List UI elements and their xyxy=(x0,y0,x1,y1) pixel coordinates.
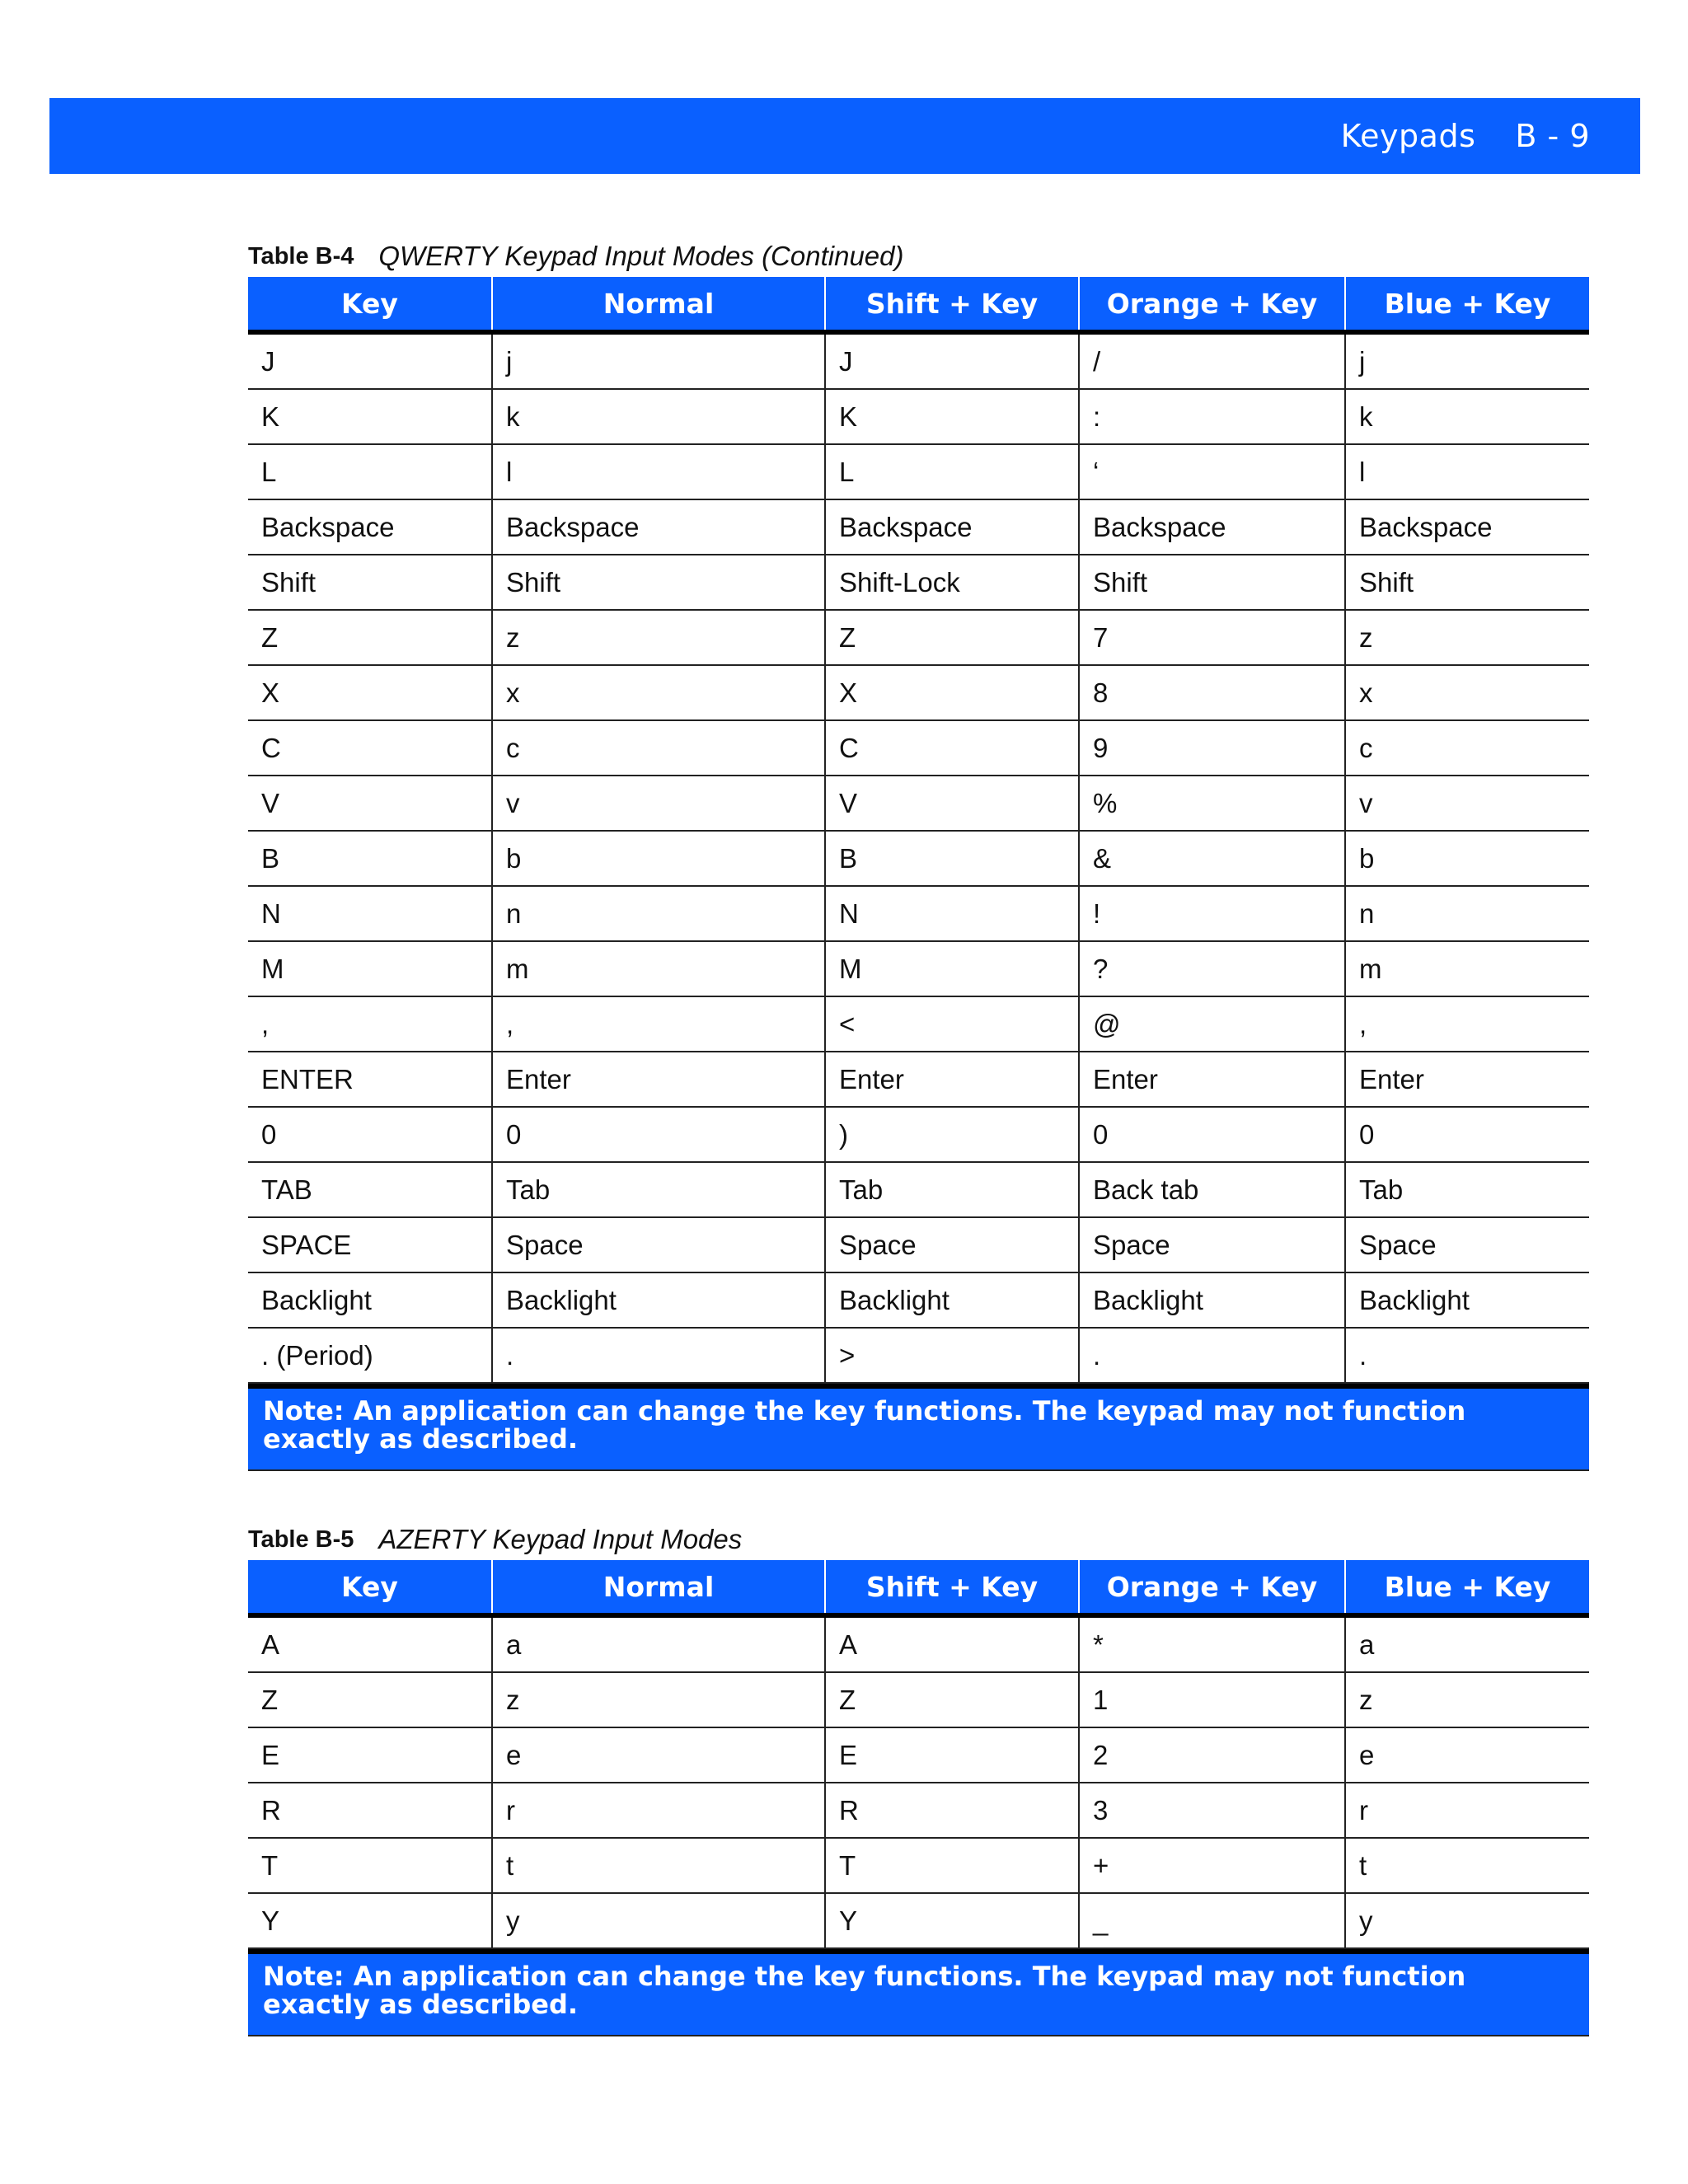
normal-cell: Space xyxy=(492,1217,825,1272)
table-row xyxy=(248,499,1589,555)
table-row xyxy=(248,1272,1589,1328)
table-b4-note: Note: An application can change the key functions. The keypad may not function exactly as described. xyxy=(248,1384,1589,1471)
shift-key-cell: N xyxy=(825,886,1079,941)
normal-cell: b xyxy=(492,831,825,886)
key-cell: Shift xyxy=(248,555,492,610)
blue-key-cell: a xyxy=(1345,1615,1589,1672)
shift-key-cell: Z xyxy=(825,610,1079,665)
normal-cell: Backspace xyxy=(492,499,825,555)
shift-key-cell: T xyxy=(825,1838,1079,1893)
orange-key-cell: ‘ xyxy=(1079,444,1345,499)
table-row xyxy=(248,1107,1589,1162)
table-b5-body xyxy=(248,1615,1589,1948)
orange-key-cell: @ xyxy=(1079,996,1345,1052)
column-header-normal: Normal xyxy=(492,277,825,332)
normal-cell: . xyxy=(492,1328,825,1383)
blue-key-cell: m xyxy=(1345,941,1589,996)
shift-key-cell: Shift-Lock xyxy=(825,555,1079,610)
key-cell: X xyxy=(248,665,492,720)
orange-key-cell: : xyxy=(1079,389,1345,444)
table-b5-title: AZERTY Keypad Input Modes xyxy=(378,1524,743,1554)
key-cell: Backspace xyxy=(248,499,492,555)
key-cell: A xyxy=(248,1615,492,1672)
shift-key-cell: Backlight xyxy=(825,1272,1079,1328)
normal-cell: v xyxy=(492,776,825,831)
key-cell: V xyxy=(248,776,492,831)
table-b4-body xyxy=(248,332,1589,1383)
table-b4-block xyxy=(248,236,1589,1471)
key-cell: 0 xyxy=(248,1107,492,1162)
column-header-blue-key: Blue + Key xyxy=(1345,1560,1589,1615)
orange-key-cell: Back tab xyxy=(1079,1162,1345,1217)
table-b4 xyxy=(248,277,1589,1384)
blue-key-cell: j xyxy=(1345,332,1589,389)
key-cell: J xyxy=(248,332,492,389)
header-text xyxy=(1341,118,1590,154)
table-row xyxy=(248,886,1589,941)
table-row xyxy=(248,555,1589,610)
column-header-key: Key xyxy=(248,277,492,332)
blue-key-cell: Tab xyxy=(1345,1162,1589,1217)
table-b4-header-row xyxy=(248,277,1589,332)
blue-key-cell: x xyxy=(1345,665,1589,720)
key-cell: ENTER xyxy=(248,1052,492,1107)
table-b5-header-row xyxy=(248,1560,1589,1615)
table-b4-number: Table B-4 xyxy=(248,242,354,269)
table-row xyxy=(248,444,1589,499)
shift-key-cell: Enter xyxy=(825,1052,1079,1107)
table-row xyxy=(248,720,1589,776)
orange-key-cell: 1 xyxy=(1079,1672,1345,1727)
table-row xyxy=(248,1615,1589,1672)
shift-key-cell: K xyxy=(825,389,1079,444)
blue-key-cell: y xyxy=(1345,1893,1589,1948)
blue-key-cell: Backlight xyxy=(1345,1272,1589,1328)
normal-cell: l xyxy=(492,444,825,499)
column-header-orange-key: Orange + Key xyxy=(1079,1560,1345,1615)
shift-key-cell: X xyxy=(825,665,1079,720)
normal-cell: m xyxy=(492,941,825,996)
orange-key-cell: _ xyxy=(1079,1893,1345,1948)
orange-key-cell: ! xyxy=(1079,886,1345,941)
blue-key-cell: Space xyxy=(1345,1217,1589,1272)
shift-key-cell: C xyxy=(825,720,1079,776)
blue-key-cell: e xyxy=(1345,1727,1589,1783)
table-b5-note: Note: An application can change the key functions. The keypad may not function exactly as described. xyxy=(248,1949,1589,2036)
table-row xyxy=(248,610,1589,665)
normal-cell: a xyxy=(492,1615,825,1672)
blue-key-cell: z xyxy=(1345,1672,1589,1727)
normal-cell: e xyxy=(492,1727,825,1783)
table-row xyxy=(248,1328,1589,1383)
key-cell: C xyxy=(248,720,492,776)
orange-key-cell: Space xyxy=(1079,1217,1345,1272)
normal-cell: t xyxy=(492,1838,825,1893)
table-row xyxy=(248,1217,1589,1272)
normal-cell: y xyxy=(492,1893,825,1948)
table-row xyxy=(248,1783,1589,1838)
normal-cell: z xyxy=(492,610,825,665)
orange-key-cell: * xyxy=(1079,1615,1345,1672)
shift-key-cell: Z xyxy=(825,1672,1079,1727)
blue-key-cell: k xyxy=(1345,389,1589,444)
normal-cell: k xyxy=(492,389,825,444)
table-row xyxy=(248,1052,1589,1107)
table-row xyxy=(248,1162,1589,1217)
orange-key-cell: 8 xyxy=(1079,665,1345,720)
normal-cell: Enter xyxy=(492,1052,825,1107)
key-cell: . (Period) xyxy=(248,1328,492,1383)
orange-key-cell: ? xyxy=(1079,941,1345,996)
shift-key-cell: M xyxy=(825,941,1079,996)
table-row xyxy=(248,332,1589,389)
header-page-number: B - 9 xyxy=(1515,118,1590,154)
blue-key-cell: Shift xyxy=(1345,555,1589,610)
column-header-shift-key: Shift + Key xyxy=(825,1560,1079,1615)
key-cell: Y xyxy=(248,1893,492,1948)
orange-key-cell: 7 xyxy=(1079,610,1345,665)
shift-key-cell: Space xyxy=(825,1217,1079,1272)
shift-key-cell: Tab xyxy=(825,1162,1079,1217)
table-b5-block xyxy=(248,1519,1589,2036)
orange-key-cell: . xyxy=(1079,1328,1345,1383)
column-header-key: Key xyxy=(248,1560,492,1615)
blue-key-cell: c xyxy=(1345,720,1589,776)
normal-cell: x xyxy=(492,665,825,720)
column-header-blue-key: Blue + Key xyxy=(1345,277,1589,332)
table-row xyxy=(248,665,1589,720)
table-b4-title: QWERTY Keypad Input Modes (Continued) xyxy=(378,241,904,271)
orange-key-cell: Shift xyxy=(1079,555,1345,610)
blue-key-cell: l xyxy=(1345,444,1589,499)
normal-cell: j xyxy=(492,332,825,389)
key-cell: M xyxy=(248,941,492,996)
orange-key-cell: Enter xyxy=(1079,1052,1345,1107)
normal-cell: Tab xyxy=(492,1162,825,1217)
column-header-normal: Normal xyxy=(492,1560,825,1615)
key-cell: Backlight xyxy=(248,1272,492,1328)
table-row xyxy=(248,941,1589,996)
normal-cell: n xyxy=(492,886,825,941)
orange-key-cell: Backspace xyxy=(1079,499,1345,555)
normal-cell: r xyxy=(492,1783,825,1838)
orange-key-cell: 9 xyxy=(1079,720,1345,776)
shift-key-cell: R xyxy=(825,1783,1079,1838)
key-cell: SPACE xyxy=(248,1217,492,1272)
table-row xyxy=(248,1727,1589,1783)
normal-cell: Backlight xyxy=(492,1272,825,1328)
column-header-orange-key: Orange + Key xyxy=(1079,277,1345,332)
table-row xyxy=(248,389,1589,444)
orange-key-cell: 2 xyxy=(1079,1727,1345,1783)
orange-key-cell: / xyxy=(1079,332,1345,389)
shift-key-cell: B xyxy=(825,831,1079,886)
blue-key-cell: n xyxy=(1345,886,1589,941)
key-cell: E xyxy=(248,1727,492,1783)
blue-key-cell: t xyxy=(1345,1838,1589,1893)
orange-key-cell: Backlight xyxy=(1079,1272,1345,1328)
blue-key-cell: 0 xyxy=(1345,1107,1589,1162)
blue-key-cell: r xyxy=(1345,1783,1589,1838)
table-row xyxy=(248,996,1589,1052)
normal-cell: z xyxy=(492,1672,825,1727)
shift-key-cell: L xyxy=(825,444,1079,499)
key-cell: TAB xyxy=(248,1162,492,1217)
table-row xyxy=(248,1672,1589,1727)
orange-key-cell: + xyxy=(1079,1838,1345,1893)
header-section: Keypads xyxy=(1340,118,1476,154)
blue-key-cell: , xyxy=(1345,996,1589,1052)
shift-key-cell: A xyxy=(825,1615,1079,1672)
key-cell: Z xyxy=(248,1672,492,1727)
shift-key-cell: J xyxy=(825,332,1079,389)
key-cell: T xyxy=(248,1838,492,1893)
blue-key-cell: v xyxy=(1345,776,1589,831)
key-cell: Z xyxy=(248,610,492,665)
blue-key-cell: . xyxy=(1345,1328,1589,1383)
shift-key-cell: V xyxy=(825,776,1079,831)
key-cell: L xyxy=(248,444,492,499)
orange-key-cell: 0 xyxy=(1079,1107,1345,1162)
column-header-shift-key: Shift + Key xyxy=(825,277,1079,332)
orange-key-cell: 3 xyxy=(1079,1783,1345,1838)
table-b5 xyxy=(248,1560,1589,1949)
key-cell: B xyxy=(248,831,492,886)
shift-key-cell: < xyxy=(825,996,1079,1052)
table-b4-caption xyxy=(248,236,1589,277)
table-row xyxy=(248,776,1589,831)
orange-key-cell: & xyxy=(1079,831,1345,886)
page-header xyxy=(49,98,1640,174)
key-cell: R xyxy=(248,1783,492,1838)
blue-key-cell: Enter xyxy=(1345,1052,1589,1107)
normal-cell: Shift xyxy=(492,555,825,610)
blue-key-cell: z xyxy=(1345,610,1589,665)
key-cell: , xyxy=(248,996,492,1052)
table-b5-caption xyxy=(248,1519,1589,1560)
blue-key-cell: Backspace xyxy=(1345,499,1589,555)
normal-cell: 0 xyxy=(492,1107,825,1162)
shift-key-cell: ) xyxy=(825,1107,1079,1162)
blue-key-cell: b xyxy=(1345,831,1589,886)
shift-key-cell: Y xyxy=(825,1893,1079,1948)
key-cell: N xyxy=(248,886,492,941)
shift-key-cell: > xyxy=(825,1328,1079,1383)
shift-key-cell: E xyxy=(825,1727,1079,1783)
table-row xyxy=(248,831,1589,886)
table-row xyxy=(248,1893,1589,1948)
normal-cell: c xyxy=(492,720,825,776)
table-b5-number: Table B-5 xyxy=(248,1526,354,1553)
shift-key-cell: Backspace xyxy=(825,499,1079,555)
orange-key-cell: % xyxy=(1079,776,1345,831)
table-row xyxy=(248,1838,1589,1893)
normal-cell: , xyxy=(492,996,825,1052)
key-cell: K xyxy=(248,389,492,444)
